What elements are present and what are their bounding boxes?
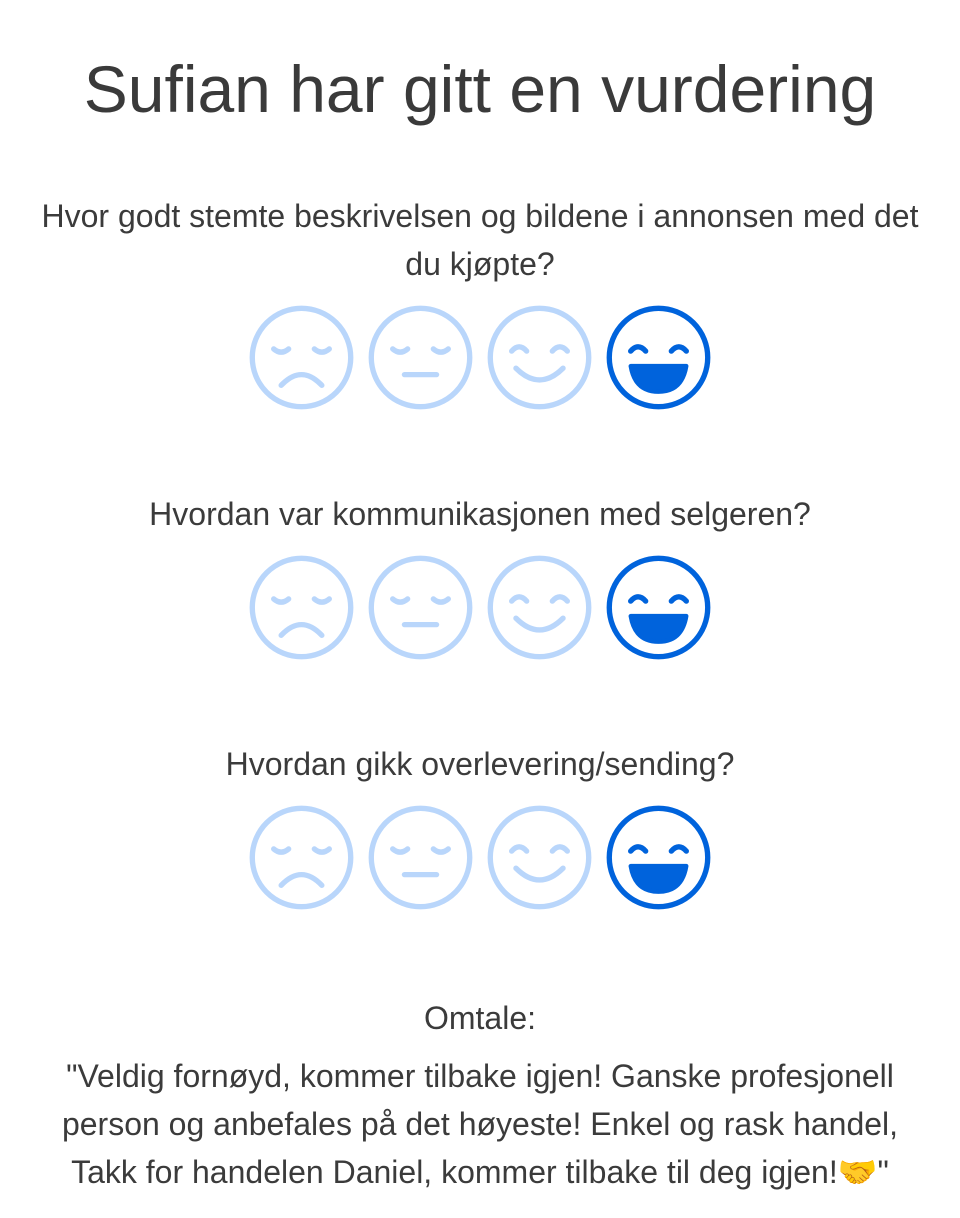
grin-face-icon: [605, 554, 712, 661]
question-label: Hvordan gikk overlevering/sending?: [225, 746, 735, 782]
neutral-face-icon: [367, 304, 474, 411]
question-label: Hvor godt stemte beskrivelsen og bildene i annonsen med det du kjøpte?: [41, 198, 919, 282]
neutral-face-icon: [367, 554, 474, 661]
question-block-delivery: [0, 740, 960, 912]
smile-face-icon: [486, 304, 593, 411]
face-rating-row: [0, 804, 960, 912]
face-rating-row: [0, 304, 960, 412]
smile-face-icon: [486, 804, 593, 911]
smile-face-icon: [486, 554, 593, 661]
sad-face-icon: [248, 804, 355, 911]
review-text: "Veldig fornøyd, kommer tilbake igjen! Ganske profesjonell person og anbefales på det høyeste! Enkel og rask handel, Takk for handelen Daniel, kommer tilbake til deg igjen!🤝": [61, 1058, 899, 1190]
neutral-face-icon: [367, 804, 474, 911]
grin-face-icon: [605, 804, 712, 911]
question-label: Hvordan var kommunikasjonen med selgeren?: [149, 496, 811, 532]
sad-face-icon: [248, 554, 355, 661]
review-label: Omtale:: [423, 1000, 537, 1036]
grin-face-icon: [605, 304, 712, 411]
sad-face-icon: [248, 304, 355, 411]
question-block-description: [0, 192, 960, 412]
page-title: Sufian har gitt en vurdering: [83, 52, 877, 126]
face-rating-row: [0, 554, 960, 662]
question-block-communication: [0, 490, 960, 662]
